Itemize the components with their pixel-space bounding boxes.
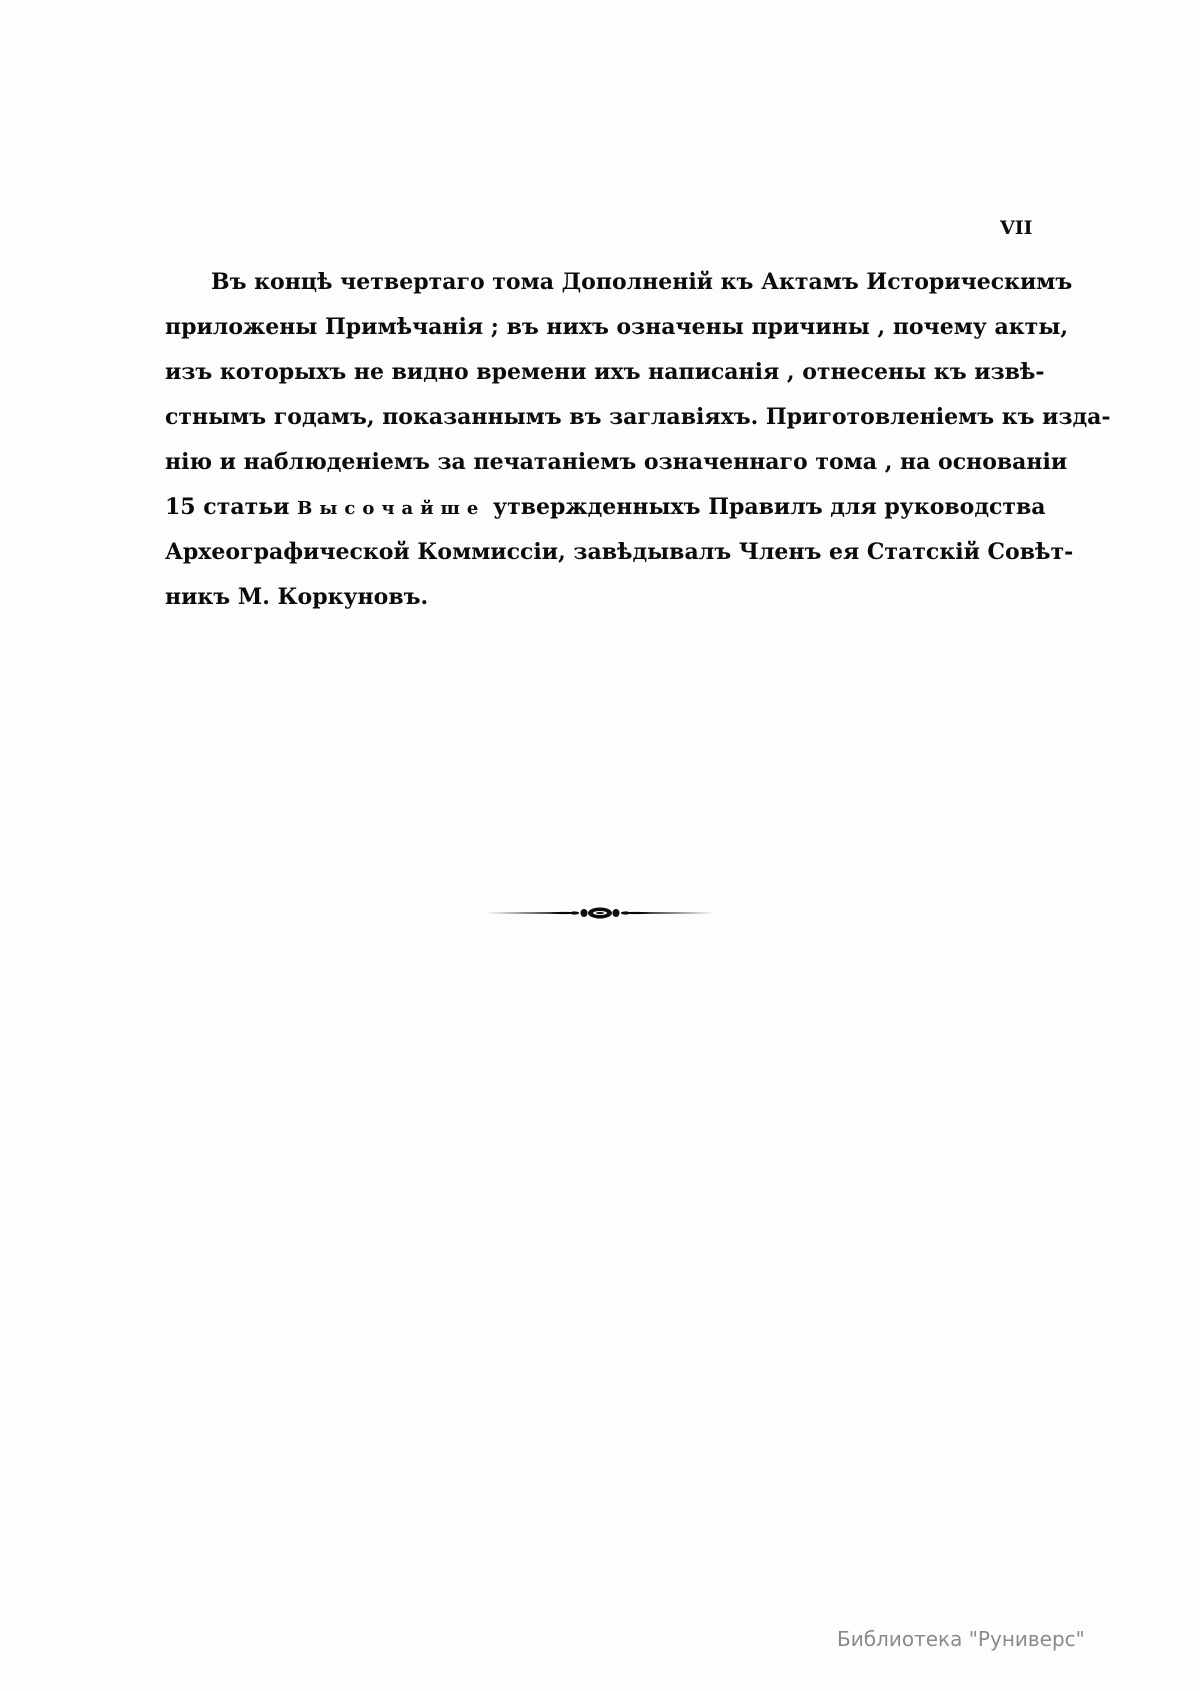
paragraph-line-with-emphasis	[165, 485, 1046, 530]
paragraph-line: Въ концѣ четвертаго тома Дополненій къ Актамъ Историческимъ	[211, 269, 1073, 295]
paragraph-line: приложены Примѣчанія ; въ нихъ означены причины , почему акты,	[165, 314, 1069, 340]
paragraph-line: никъ М. Коркуновъ.	[165, 584, 429, 610]
paragraph-fragment: статьи	[203, 494, 290, 520]
ornamental-divider-icon	[487, 905, 713, 921]
page-number: VII	[1000, 217, 1033, 239]
paragraph-line: нію и наблюденіемъ за печатаніемъ означеннаго тома , на основаніи	[165, 449, 1068, 475]
body-paragraph	[165, 260, 1111, 620]
paragraph-line: изъ которыхъ не видно времени ихъ написанія , отнесены къ извѣ-	[165, 359, 1045, 385]
library-watermark: Библиотека "Руниверс"	[837, 1627, 1085, 1651]
article-number: 15	[165, 494, 196, 520]
paragraph-fragment: утвержденныхъ Правилъ для руководства	[493, 494, 1046, 520]
paragraph-line: Археографической Коммиссіи, завѣдывалъ Членъ ея Статскій Совѣт-	[165, 539, 1074, 565]
emphasis-word: Высочайше	[297, 498, 486, 519]
paragraph-line: стнымъ годамъ, показаннымъ въ заглавіяхъ. Приготовленіемъ къ изда-	[165, 404, 1111, 430]
